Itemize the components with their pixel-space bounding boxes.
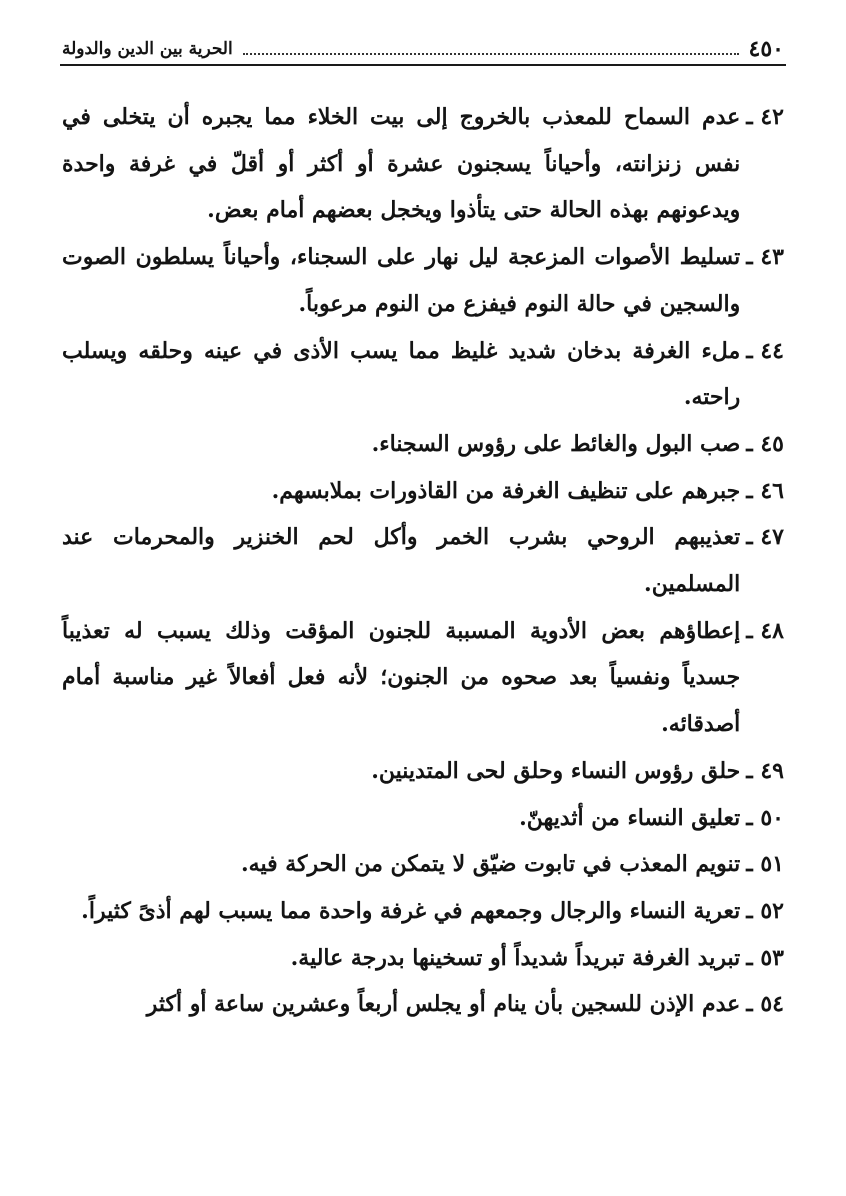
item-text: ملء الغرفة بدخان شديد غليظ مما يسب الأذى في عينه وحلقه ويسلب راحته. [62, 337, 741, 411]
running-title: الحرية بين الدين والدولة [62, 39, 233, 59]
list-item [62, 795, 784, 842]
item-number: ٤٢ ـ [746, 104, 784, 130]
item-text: تبريد الغرفة تبريداً شديداً أو تسخينها بدرجة عالية. [290, 944, 741, 971]
list-item [62, 608, 784, 748]
item-text: تسليط الأصوات المزعجة ليل نهار على السجناء، وأحياناً يسلطون الصوت والسجين في حالة النوم فيفزع من النوم مرعوباً. [62, 244, 741, 317]
item-text: تعليق النساء من أثديهنّ. [519, 804, 741, 831]
item-text: عدم السماح للمعذب بالخروج إلى بيت الخلاء مما يجبره أن يتخلى في نفس زنزانته، وأحياناً يسجنون عشرة أو أكثر أو أقلّ في غرفة واحدة ويدعونهم بهذه الحالة حتى يتأذوا ويخجل بعضهم أمام بعض. [62, 104, 741, 224]
item-number: ٤٧ ـ [746, 524, 784, 551]
item-number: ٤٣ ـ [746, 244, 784, 271]
item-number: ٥٣ ـ [746, 944, 784, 971]
item-number: ٤٥ ـ [746, 430, 784, 457]
item-text: صب البول والغائط على رؤوس السجناء. [371, 430, 741, 457]
list-item [62, 748, 784, 795]
list-item [62, 981, 784, 1028]
header-dot-leader [243, 53, 739, 55]
item-number: ٥٠ ـ [746, 804, 784, 831]
header-rule [60, 64, 786, 66]
list-item [62, 841, 784, 888]
item-text: حلق رؤوس النساء وحلق لحى المتدينين. [371, 757, 741, 784]
list-item [62, 328, 784, 421]
item-number: ٥٤ ـ [746, 991, 784, 1018]
item-number: ٤٨ ـ [746, 617, 784, 644]
item-text: تعذيبهم الروحي بشرب الخمر وأكل لحم الخنزير والمحرمات عند المسلمين. [62, 524, 741, 598]
item-text: جبرهم على تنظيف الغرفة من القاذورات بملابسهم. [271, 477, 741, 504]
item-number: ٥١ ـ [746, 851, 784, 878]
page-body [62, 94, 784, 1028]
page-number: ٤٥٠ [748, 36, 784, 62]
list-item [62, 514, 784, 607]
list-item [62, 234, 784, 327]
list-item [62, 888, 784, 935]
item-text: تنويم المعذب في تابوت ضيّق لا يتمكن من الحركة فيه. [240, 851, 741, 878]
item-text: إعطاؤهم بعض الأدوية المسببة للجنون المؤقت وذلك يسبب له تعذيباً جسدياً ونفسياً بعد صحوه من الجنون؛ لأنه فعل أفعالاً غير مناسبة أمام أصدقائه. [62, 617, 741, 738]
list-item [62, 421, 784, 468]
list-item [62, 94, 784, 234]
item-text: تعرية النساء والرجال وجمعهم في غرفة واحدة مما يسبب لهم أذىً كثيراً. [81, 897, 741, 924]
list-item [62, 935, 784, 982]
list-item [62, 468, 784, 515]
page-header [62, 28, 784, 64]
item-number: ٥٢ ـ [746, 897, 784, 924]
item-number: ٤٤ ـ [746, 337, 784, 364]
item-text: عدم الإذن للسجين بأن ينام أو يجلس أربعاً وعشرين ساعة أو أكثر [146, 991, 741, 1018]
item-number: ٤٩ ـ [746, 757, 784, 784]
item-number: ٤٦ ـ [746, 477, 784, 504]
